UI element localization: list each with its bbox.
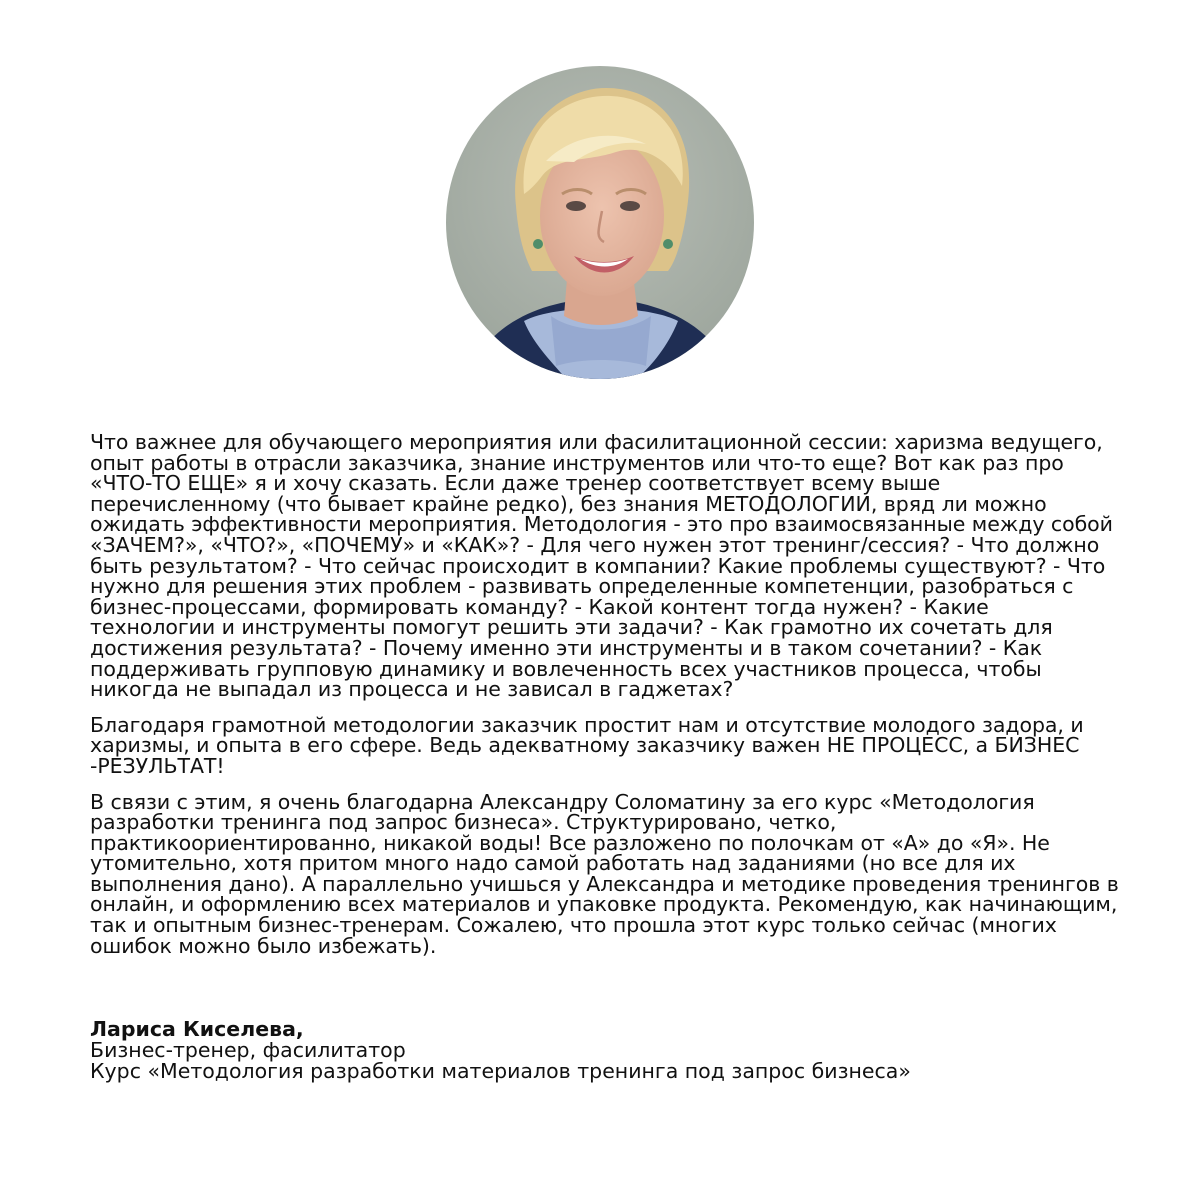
testimonial-paragraph: В связи с этим, я очень благодарна Александру Соломатину за его курс «Методология разработки тренинга под запрос бизнеса». Структурировано, четко, практикоориентированно, никакой воды! Все разложено по полочкам от «А» до «Я». Не утомительно, хотя притом много надо самой работать над заданиями (но все для их выполнения дано). А параллельно учишься у Александра и методике проведения тренингов в онлайн, и оформлению всех материалов и упаковке продукта. Рекомендую, как начинающим, так и опытным бизнес-тренерам. Сожалею, что прошла этот курс только сейчас (многих ошибок можно было избежать). [90,789,1119,958]
author-photo [446,66,754,379]
author-role: Бизнес-тренер, фасилитатор [90,1038,406,1062]
testimonial-text [90,432,1120,971]
testimonial-paragraph: Благодаря грамотной методологии заказчик простит нам и отсутствие молодого задора, и харизмы, и опыта в его сфере. Ведь адекватному заказчику важен НЕ ПРОЦЕСС, а БИЗНЕС -РЕЗУЛЬТАТ! [90,712,1084,778]
testimonial-paragraph: Что важнее для обучающего мероприятия или фасилитационной сессии: харизма ведущего, опыт работы в отрасли заказчика, знание инструментов или что-то еще? Вот как раз про «ЧТО-ТО ЕЩЕ» я и хочу сказать. Если даже тренер соответствует всему выше перечисленному (что бывает крайне редко), без знания МЕТОДОЛОГИИ, вряд ли можно ожидать эффективности мероприятия. Методология - это про взаимосвязанные между собой «ЗАЧЕМ?», «ЧТО?», «ПОЧЕМУ» и «КАК»? - Для чего нужен этот тренинг/сессия? - Что должно быть результатом? - Что сейчас происходит в компании? Какие проблемы существуют? - Что нужно для решения этих проблем - развивать определенные компетенции, разобраться с бизнес-процессами, формировать команду? - Какой контент тогда нужен? - Какие технологии и инструменты помогут решить эти задачи? - Как грамотно их сочетать для достижения результата? - Почему именно эти инструменты и в таком сочетании? - Как поддерживать групповую динамику и вовлеченность всех участников процесса, чтобы никогда не выпадал из процесса и не зависал в гаджетах? [90,430,1113,702]
author-name: Лариса Киселева, [90,1017,304,1041]
person-portrait-icon [446,66,754,379]
course-title: Курс «Методология разработки материалов тренинга под запрос бизнеса» [90,1059,911,1083]
signature-block [90,1019,911,1082]
